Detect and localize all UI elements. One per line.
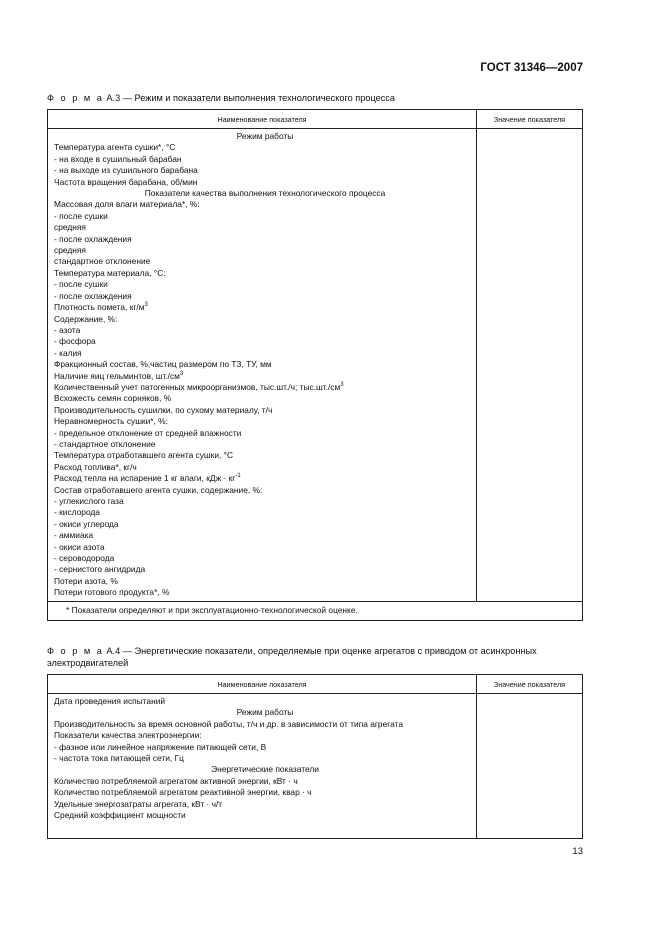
form-a3-caption — [47, 92, 583, 104]
indicator-unit-exponent: 3 — [179, 370, 184, 377]
indicator-label: Дата проведения испытаний — [54, 696, 166, 706]
indicator-label: - фосфора — [54, 336, 96, 347]
indicator-label: - предельное отклонение от средней влажности — [54, 427, 242, 438]
indicator-row — [54, 177, 476, 188]
indicator-row — [54, 279, 476, 290]
indicator-row — [54, 542, 476, 553]
indicator-row — [54, 530, 476, 541]
indicator-row — [54, 416, 476, 427]
indicator-label: Удельные энергозатраты агрегата, кВт · ч/т — [54, 798, 223, 809]
indicator-label: Неравномерность сушки*, %: — [54, 416, 168, 427]
form-a4-table-header — [48, 675, 582, 694]
form-a3-caption-prefix: Ф о р м а — [47, 93, 104, 103]
indicator-label: - фазное или линейное напряжение питающей сети, В — [54, 741, 267, 752]
indicator-row — [54, 507, 476, 518]
indicator-row — [54, 719, 476, 730]
indicator-row — [54, 291, 476, 302]
indicator-row — [54, 428, 476, 439]
indicator-row — [54, 587, 476, 598]
document-id: ГОСТ 31346—2007 — [480, 62, 583, 74]
indicator-row — [54, 553, 476, 564]
form-a4-caption-prefix: Ф о р м а — [47, 646, 104, 656]
indicator-label: - сероводорода — [54, 553, 115, 564]
form-a3-table-body — [48, 129, 582, 601]
indicator-label: - на входе в сушильный барабан — [54, 153, 182, 164]
form-a3-names-cell — [48, 129, 477, 601]
indicator-label: - на выходе из сушильного барабана — [54, 165, 198, 176]
form-a4-table-body — [48, 694, 582, 838]
form-a4-caption — [47, 645, 583, 669]
indicator-label: Содержание, %: — [54, 313, 118, 324]
indicator-label: Потери готового продукта*, % — [54, 587, 170, 598]
indicator-label: - углекислого газа — [54, 496, 124, 506]
indicator-label: - кислорода — [54, 507, 100, 518]
form-a4-values-cell — [477, 694, 582, 838]
indicator-label: - после охлаждения — [54, 290, 132, 301]
indicator-row — [54, 496, 476, 507]
indicator-label: Фракционный состав, %,частиц размером по ТЗ, ТУ, мм — [54, 359, 272, 370]
indicator-row — [54, 222, 476, 233]
form-a3-footnote: * Показатели определяют и при эксплуатационно-технологической оценке. — [48, 601, 582, 620]
form-a4-col2-header: Значение показателя — [493, 679, 566, 689]
indicator-row — [54, 154, 476, 165]
indicator-row — [54, 165, 476, 176]
indicator-row — [54, 787, 476, 798]
form-a4-caption-text: А.4 — Энергетические показатели, определяемые при оценке агрегатов с приводом от асинхронных электродвигателей — [47, 646, 537, 668]
indicator-label: - калия — [54, 347, 82, 358]
indicator-row — [54, 382, 476, 393]
indicator-label: Количество потребляемой агрегатом реактивной энергии, квар · ч — [54, 787, 312, 798]
indicator-row — [54, 245, 476, 256]
indicator-label: Температура агента сушки*, °С — [54, 142, 176, 153]
form-a3-col2-header: Значение показателя — [493, 114, 566, 124]
form-a3-table — [47, 109, 583, 621]
indicator-row — [54, 393, 476, 404]
indicator-label: - частота тока питающей сети, Гц — [54, 753, 184, 764]
section-heading — [54, 764, 476, 775]
form-a3-table-header — [48, 110, 582, 129]
section-heading — [54, 131, 476, 142]
indicator-label: - после охлаждения — [54, 233, 132, 244]
indicator-label: - стандартное отклонение — [54, 438, 156, 449]
indicator-label: Режим работы — [236, 707, 294, 718]
indicator-label: средняя — [54, 222, 86, 233]
indicator-row — [54, 799, 476, 810]
indicator-row — [54, 348, 476, 359]
indicator-label: средняя — [54, 245, 86, 256]
indicator-label: Производительность за время основной работы, т/ч и др. в зависимости от типа агрегата — [54, 718, 403, 729]
indicator-label: - окиси углерода — [54, 518, 119, 529]
indicator-row — [54, 810, 476, 821]
indicator-label: Плотность помета, кг/м — [54, 302, 145, 313]
indicator-row — [54, 256, 476, 267]
indicator-label: Температура материала, °С: — [54, 267, 166, 278]
indicator-row — [54, 576, 476, 587]
indicator-unit-exponent: -1 — [235, 473, 241, 480]
indicator-row — [54, 776, 476, 787]
indicator-label: - окиси азота — [54, 541, 105, 552]
form-a4-table — [47, 674, 583, 839]
indicator-label: - после сушки — [54, 210, 108, 221]
indicator-row — [54, 199, 476, 210]
indicator-label: - сернистого ангидрида — [54, 564, 146, 575]
indicator-label: Всхожесть семян сорняков, % — [54, 393, 172, 404]
form-a4-names-cell — [48, 694, 477, 838]
indicator-row — [54, 211, 476, 222]
form-a3-col1-header: Наименование показателя — [48, 110, 477, 128]
indicator-label: - аммиака — [54, 530, 94, 541]
indicator-row — [54, 450, 476, 461]
indicator-label: стандартное отклонение — [54, 256, 151, 267]
indicator-row — [54, 730, 476, 741]
indicator-label: Температура отработавшего агента сушки, °С — [54, 450, 234, 461]
indicator-row — [54, 696, 476, 707]
indicator-row — [54, 439, 476, 450]
section-heading — [54, 707, 476, 718]
indicator-label: Показатели качества электроэнергии: — [54, 730, 202, 741]
indicator-label: Наличие яиц гельминтов, шт./см — [54, 370, 180, 381]
indicator-label: Расход тепла на испарение 1 кг влаги, кДж · кг — [54, 473, 236, 484]
page-number: 13 — [572, 846, 583, 857]
indicator-row — [54, 405, 476, 416]
indicator-row — [54, 742, 476, 753]
indicator-label: Количество потребляемой агрегатом активной энергии, кВт · ч — [54, 775, 298, 786]
section-heading — [54, 188, 476, 199]
indicator-row — [54, 336, 476, 347]
indicator-label: Энергетические показатели — [211, 764, 319, 775]
indicator-label: Массовая доля влаги материала*, %: — [54, 199, 200, 210]
indicator-row — [54, 564, 476, 575]
form-a3-caption-text: А.3 — Режим и показатели выполнения технологического процесса — [103, 93, 396, 103]
indicator-row — [54, 325, 476, 336]
indicator-row — [54, 473, 476, 484]
indicator-unit-exponent: 3 — [144, 302, 148, 309]
indicator-label: Частота вращения барабана, об/мин — [54, 176, 198, 187]
indicator-label: Средний коэффициент мощности — [54, 810, 186, 821]
indicator-label: Состав отработавшего агента сушки, содержание, %: — [54, 484, 263, 495]
indicator-unit-exponent: 3 — [340, 381, 344, 388]
indicator-row — [54, 234, 476, 245]
indicator-label: Режим работы — [236, 131, 294, 141]
form-a4-col1-header: Наименование показателя — [48, 675, 477, 693]
indicator-row — [54, 462, 476, 473]
form-a3-values-cell — [477, 129, 582, 601]
indicator-label: Расход топлива*, кг/ч — [54, 461, 137, 472]
indicator-row — [54, 753, 476, 764]
indicator-row — [54, 302, 476, 313]
indicator-row — [54, 371, 476, 382]
indicator-label: Количественный учет патогенных микроорганизмов, тыс.шт./ч; тыс.шт./см — [54, 381, 341, 392]
indicator-row — [54, 314, 476, 325]
indicator-label: - после сушки — [54, 279, 108, 290]
indicator-label: Производительность сушилки, по сухому материалу, т/ч — [54, 404, 273, 415]
indicator-label: Потери азота, % — [54, 575, 118, 586]
indicator-label: Показатели качества выполнения технологического процесса — [144, 188, 386, 199]
indicator-row — [54, 485, 476, 496]
indicator-row — [54, 519, 476, 530]
indicator-row — [54, 142, 476, 153]
indicator-label: - азота — [54, 324, 81, 335]
indicator-row — [54, 359, 476, 370]
indicator-row — [54, 268, 476, 279]
